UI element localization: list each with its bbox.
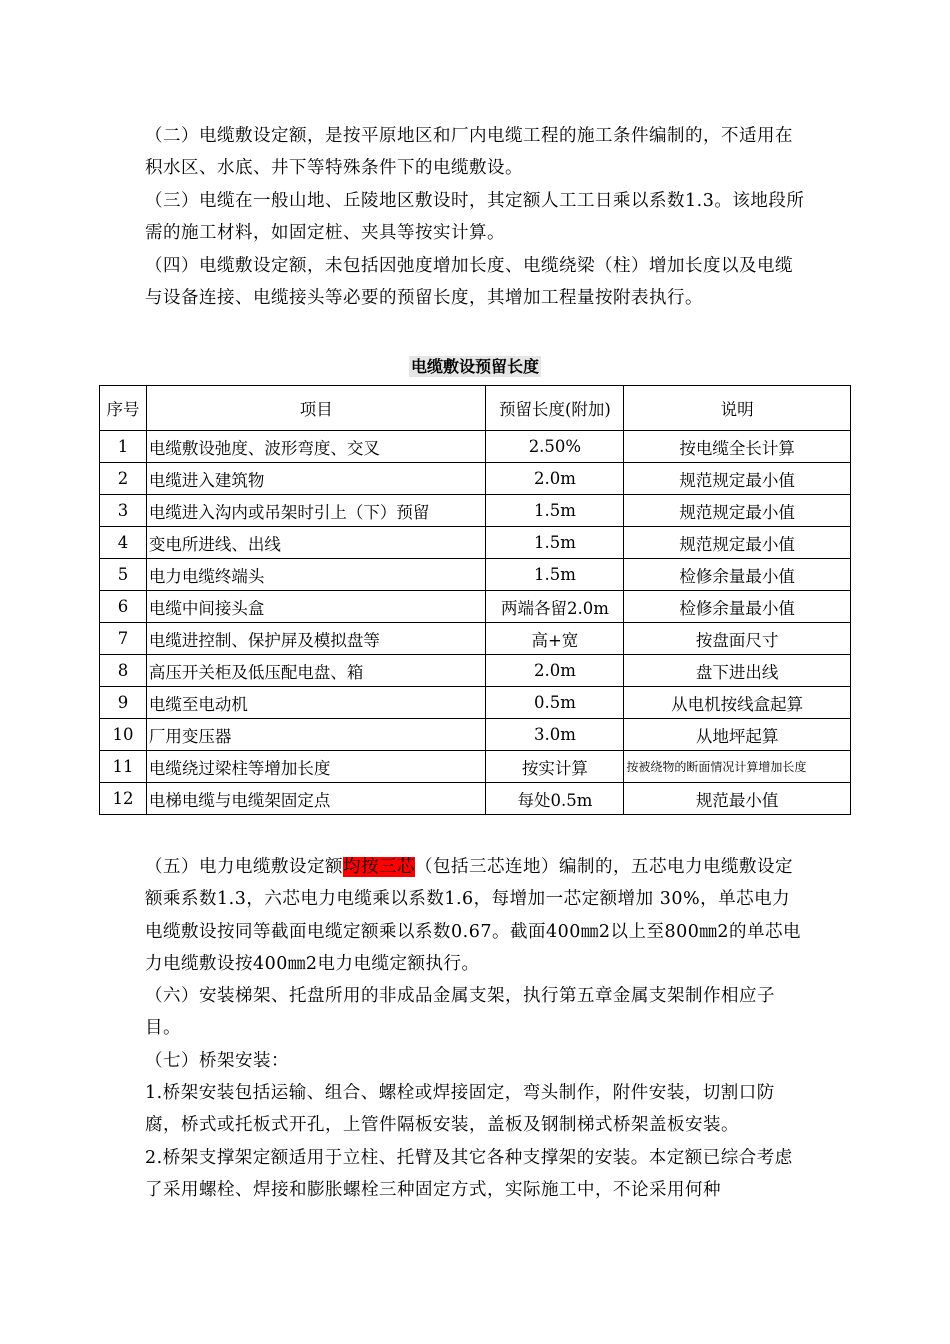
table-row [100,687,851,719]
cell-item: 高压开关柜及低压配电盘、箱 [146,655,486,687]
cell-length: 2.50% [486,431,624,463]
paragraph-6: （六）安装梯架、托盘所用的非成品金属支架，执行第五章金属支架制作相应子目。 [145,986,775,1039]
cell-no: 3 [100,495,147,527]
cell-length: 按实计算 [486,751,624,783]
cell-no: 8 [100,655,147,687]
paragraph-7-item-2: 2.桥架支撑架定额适用于立柱、托臂及其它各种支撑架的安装。本定额已综合考虑了采用螺栓、焊接和膨胀螺栓三种固定方式，实际施工中，不论采用何种 [145,1148,793,1201]
cell-item: 电缆中间接头盒 [146,591,486,623]
cell-no: 9 [100,687,147,719]
reserve-length-table [99,385,851,815]
paragraph-7: （七）桥架安装： [145,1051,289,1071]
paragraph-3: （三）电缆在一般山地、丘陵地区敷设时，其定额人工工日乘以系数1.3。该地段所需的施工材料，如固定桩、夹具等按实计算。 [145,191,805,244]
cell-note: 盘下进出线 [624,655,851,687]
table-row [100,431,851,463]
cell-no: 5 [100,559,147,591]
paragraph-5-start: （五）电力电缆敷设定额 [145,857,343,877]
cell-length: 3.0m [486,719,624,751]
cell-length: 两端各留2.0m [486,591,624,623]
cell-note: 规范规定最小值 [624,495,851,527]
cell-no: 6 [100,591,147,623]
paragraph-5 [145,851,805,980]
col-header-no: 序号 [100,386,147,431]
paragraph-5-rest: （包括三芯连地）编制的，五芯电力电缆敷设定额乘系数1.3，六芯电力电缆乘以系数1.6，每增加一芯定额增加 30%，单芯电力电缆敷设按同等截面电缆定额乘以系数0.67。截面400㎜2以上至800㎜2的单芯电力电缆敷设按400㎜2电力电缆定额执行。 [145,857,802,974]
table-header-row [100,386,851,431]
cell-no: 1 [100,431,147,463]
table-row [100,719,851,751]
table-row [100,623,851,655]
cell-note: 规范规定最小值 [624,463,851,495]
cell-note: 按盘面尺寸 [624,623,851,655]
cell-note: 规范规定最小值 [624,527,851,559]
table-row [100,559,851,591]
cell-note: 按被绕物的断面情况计算增加长度 [624,751,851,783]
cell-item: 厂用变压器 [146,719,486,751]
cell-note: 检修余量最小值 [624,591,851,623]
paragraph-4: （四）电缆敷设定额，未包括因弛度增加长度、电缆绕梁（柱）增加长度以及电缆与设备连接、电缆接头等必要的预留长度，其增加工程量按附表执行。 [145,256,793,309]
table-row [100,527,851,559]
paragraph-2: （二）电缆敷设定额，是按平原地区和厂内电缆工程的施工条件编制的，不适用在积水区、水底、井下等特殊条件下的电缆敷设。 [145,126,793,179]
cell-no: 2 [100,463,147,495]
cell-item: 电缆敷设弛度、波形弯度、交叉 [146,431,486,463]
paragraph-7-item-1: 1.桥架安装包括运输、组合、螺栓或焊接固定，弯头制作，附件安装，切割口防腐，桥式或托板式开孔，上管件隔板安装，盖板及钢制梯式桥架盖板安装。 [145,1083,775,1136]
col-header-note: 说明 [624,386,851,431]
table-row [100,591,851,623]
table-row [100,655,851,687]
col-header-length: 预留长度(附加) [486,386,624,431]
cell-note: 按电缆全长计算 [624,431,851,463]
cell-no: 4 [100,527,147,559]
cell-length: 0.5m [486,687,624,719]
cell-length: 1.5m [486,495,624,527]
col-header-item: 项目 [146,386,486,431]
highlighted-text: 均按三芯 [343,857,415,877]
cell-length: 1.5m [486,559,624,591]
table-row [100,495,851,527]
cell-item: 电梯电缆与电缆架固定点 [146,783,486,815]
cell-note: 检修余量最小值 [624,559,851,591]
cell-item: 电缆至电动机 [146,687,486,719]
cell-item: 电缆进入沟内或吊架时引上（下）预留 [146,495,486,527]
cell-length: 2.0m [486,463,624,495]
table-row [100,783,851,815]
cell-note: 规范最小值 [624,783,851,815]
cell-length: 高+宽 [486,623,624,655]
cell-note: 从地坪起算 [624,719,851,751]
table-row [100,463,851,495]
table-title: 电缆敷设预留长度 [410,357,539,376]
cell-length: 2.0m [486,655,624,687]
cell-item: 电缆进控制、保护屏及模拟盘等 [146,623,486,655]
cell-no: 10 [100,719,147,751]
cell-length: 1.5m [486,527,624,559]
cell-item: 电缆进入建筑物 [146,463,486,495]
cell-no: 7 [100,623,147,655]
cell-item: 变电所进线、出线 [146,527,486,559]
cell-item: 电缆绕过梁柱等增加长度 [146,751,486,783]
cell-item: 电力电缆终端头 [146,559,486,591]
table-row [100,751,851,783]
cell-length: 每处0.5m [486,783,624,815]
cell-note: 从电机按线盒起算 [624,687,851,719]
cell-no: 11 [100,751,147,783]
cell-no: 12 [100,783,147,815]
